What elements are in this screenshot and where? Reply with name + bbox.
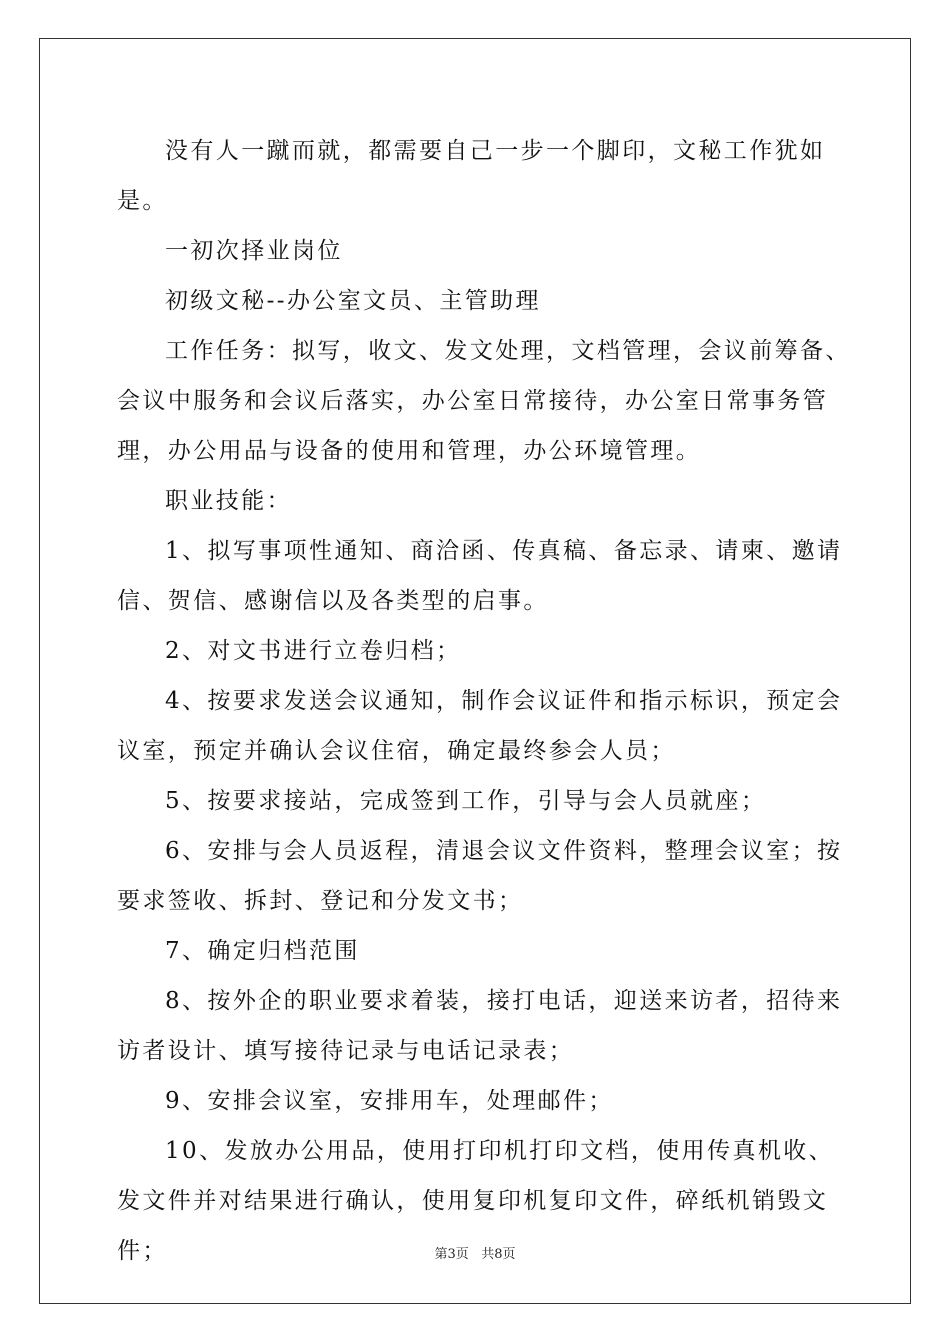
- page-footer: [0, 1246, 950, 1264]
- paragraph: 一初次择业岗位: [165, 238, 343, 264]
- paragraph: 1、拟写事项性通知、商洽函、传真稿、备忘录、请柬、邀请信、贺信、感谢信以及各类型的启事。: [117, 538, 843, 614]
- paragraph: 5、按要求接站，完成签到工作，引导与会人员就座；: [165, 788, 767, 814]
- paragraph: 职业技能：: [165, 488, 292, 514]
- page-number: 第3页: [434, 1247, 469, 1262]
- paragraph: 工作任务：拟写，收文、发文处理，文档管理，会议前筹备、会议中服务和会议后落实，办公室日常接待，办公室日常事务管理，办公用品与设备的使用和管理，办公环境管理。: [117, 338, 851, 464]
- paragraph: 8、按外企的职业要求着装，接打电话，迎送来访者，招待来访者设计、填写接待记录与电话记录表；: [117, 988, 843, 1064]
- paragraph: 2、对文书进行立卷归档；: [165, 638, 462, 664]
- paragraph: 没有人一蹴而就，都需要自己一步一个脚印，文秘工作犹如是。: [117, 138, 826, 214]
- paragraph: 4、按要求发送会议通知，制作会议证件和指示标识，预定会议室，预定并确认会议住宿，确定最终参会人员；: [117, 688, 843, 764]
- paragraph: 10、发放办公用品，使用打印机打印文档，使用传真机收、发文件并对结果进行确认，使用复印机复印文件，碎纸机销毁文件；: [117, 1138, 835, 1264]
- paragraph: 6、安排与会人员返程，清退会议文件资料，整理会议室；按要求签收、拆封、登记和分发文书；: [117, 838, 843, 914]
- page-total: 共8页: [481, 1247, 516, 1262]
- paragraph: 9、安排会议室，安排用车，处理邮件；: [165, 1088, 614, 1114]
- paragraph: 初级文秘--办公室文员、主管助理: [165, 288, 541, 314]
- paragraph: 7、确定归档范围: [165, 938, 360, 964]
- document-body: [117, 126, 853, 1276]
